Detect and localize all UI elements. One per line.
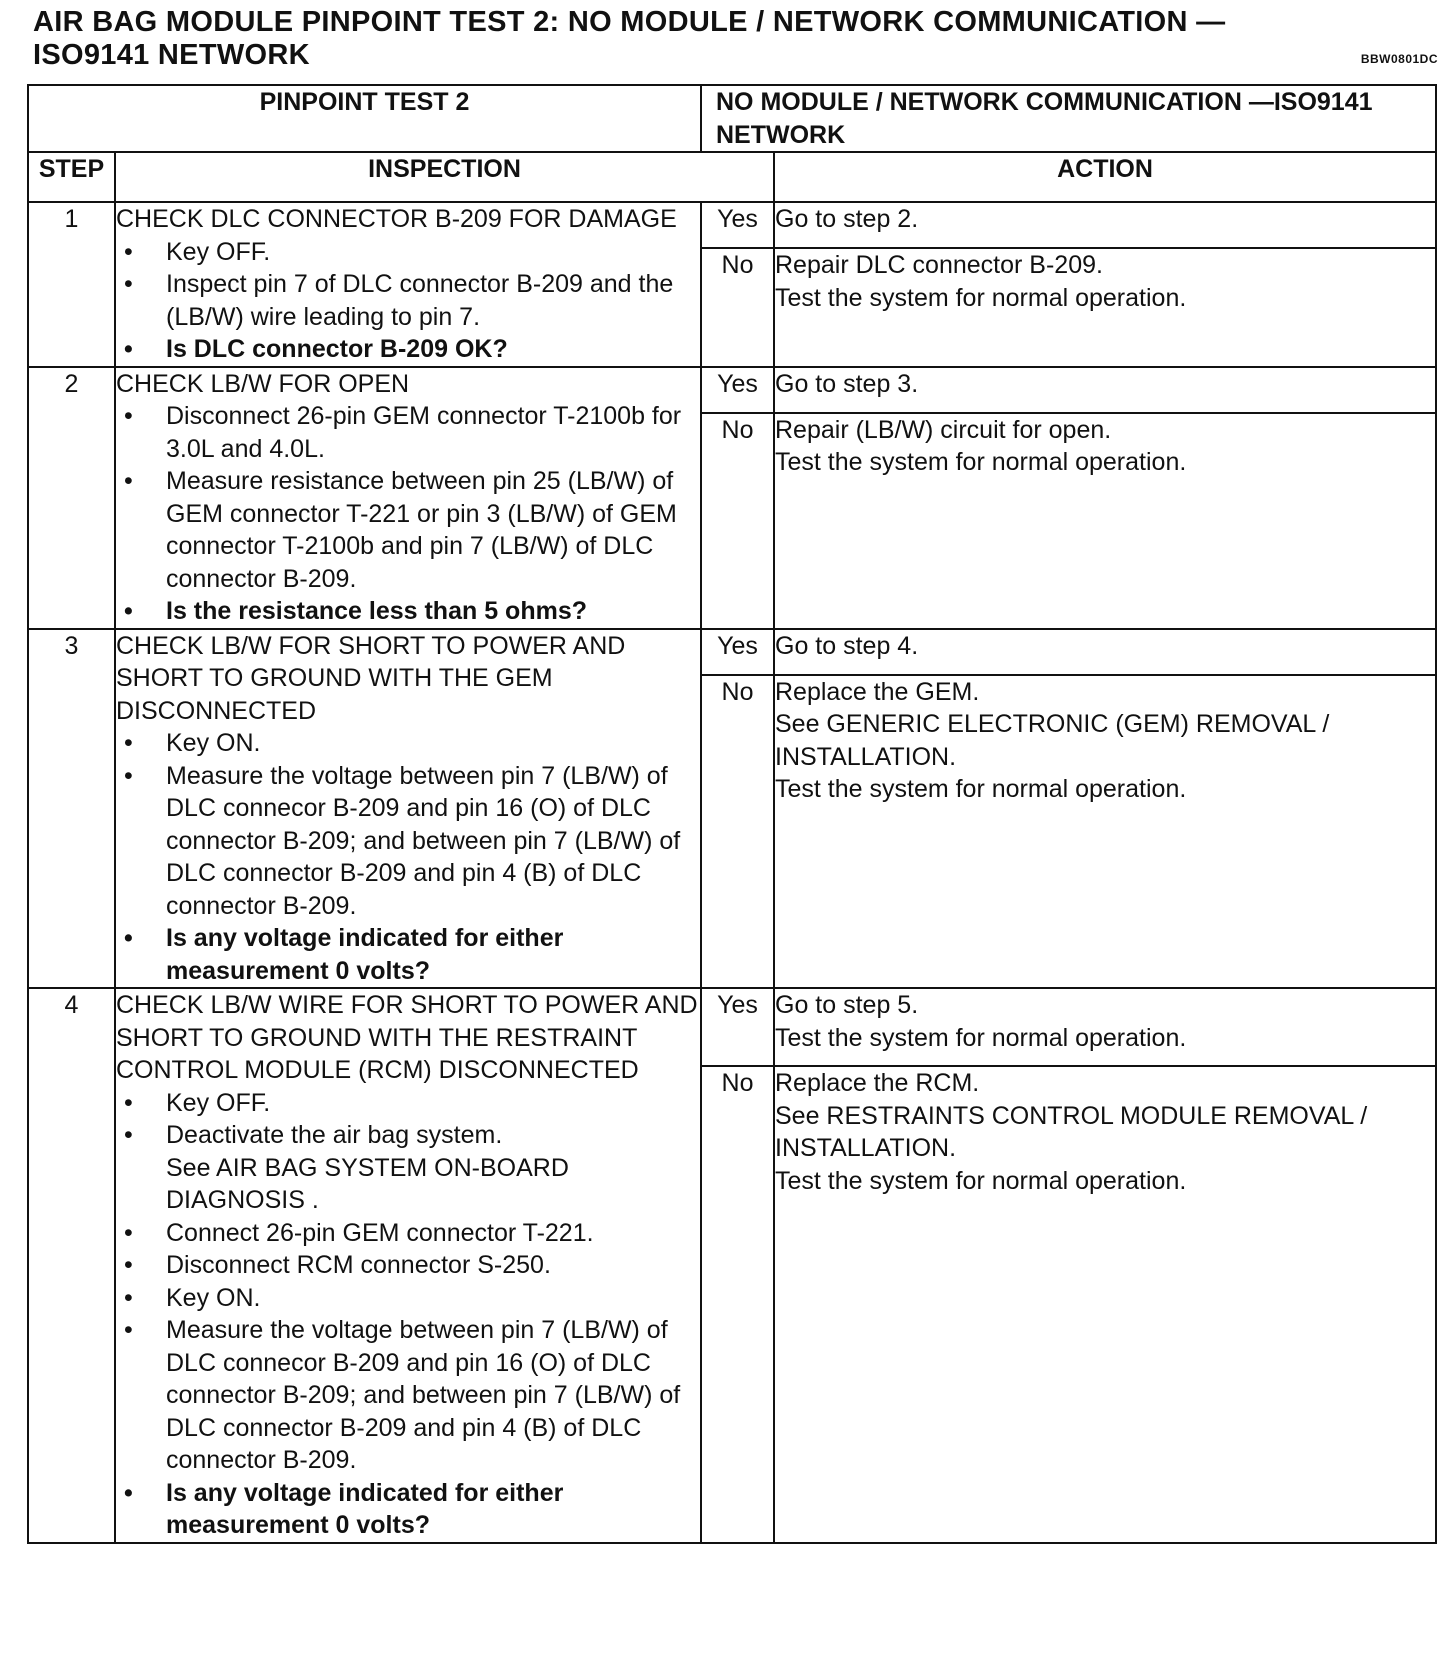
step-bullet: • Disconnect 26-pin GEM connector T-2100b for 3.0L and 4.0L. [116, 400, 700, 465]
step-number: 4 [28, 988, 115, 1543]
yes-action: Go to step 3. [774, 367, 1436, 413]
step-number: 2 [28, 367, 115, 629]
step-bullet: • Disconnect RCM connector S-250. [116, 1249, 700, 1282]
step-bullet: • Measure the voltage between pin 7 (LB/W) of DLC connecor B-209 and pin 16 (O) of DLC connector B-209; and between pin 7 (LB/W) of DLC connector B-209 and pin 4 (B) of DLC connector B-209. [116, 1314, 700, 1477]
title-line-2: ISO9141 NETWORK [33, 39, 310, 71]
step-inspection [115, 202, 701, 367]
step-2-yes-row [28, 367, 1436, 413]
step-1-yes-row [28, 202, 1436, 248]
yes-label: Yes [701, 988, 774, 1066]
yes-action: Go to step 5. Test the system for normal operation. [774, 988, 1436, 1066]
page-title [33, 6, 1433, 72]
step-3-yes-row [28, 629, 1436, 675]
step-column-header: STEP [28, 152, 115, 202]
column-header-row [28, 152, 1436, 202]
no-action: Replace the RCM. See RESTRAINTS CONTROL MODULE REMOVAL / INSTALLATION. Test the system for normal operation. [774, 1066, 1436, 1543]
yes-action: Go to step 2. [774, 202, 1436, 248]
title-line-1: AIR BAG MODULE PINPOINT TEST 2: NO MODULE / NETWORK COMMUNICATION — [33, 6, 1226, 38]
action-column-header: ACTION [774, 152, 1436, 202]
no-action: Replace the GEM. See GENERIC ELECTRONIC (GEM) REMOVAL / INSTALLATION. Test the system for normal operation. [774, 675, 1436, 989]
test-description: NO MODULE / NETWORK COMMUNICATION —ISO9141 NETWORK [701, 85, 1436, 152]
step-question: • Is any voltage indicated for either measurement 0 volts? [116, 1477, 700, 1542]
step-question: • Is any voltage indicated for either measurement 0 volts? [116, 922, 700, 987]
step-heading: CHECK LB/W FOR SHORT TO POWER AND SHORT TO GROUND WITH THE GEM DISCONNECTED [116, 631, 626, 725]
no-action: Repair DLC connector B-209. Test the system for normal operation. [774, 248, 1436, 367]
step-bullet: • Key ON. [116, 1282, 700, 1315]
step-heading: CHECK LB/W FOR OPEN [116, 369, 410, 398]
yes-action: Go to step 4. [774, 629, 1436, 675]
test-header-row [28, 85, 1436, 152]
step-bullet: • Key OFF. [116, 1087, 700, 1120]
yes-label: Yes [701, 367, 774, 413]
step-bullet: • Key OFF. [116, 236, 700, 269]
step-question: • Is DLC connector B-209 OK? [116, 333, 700, 366]
step-bullet: • Inspect pin 7 of DLC connector B-209 and the (LB/W) wire leading to pin 7. [116, 268, 700, 333]
step-inspection [115, 629, 701, 989]
no-label: No [701, 413, 774, 629]
no-label: No [701, 675, 774, 989]
no-action: Repair (LB/W) circuit for open. Test the system for normal operation. [774, 413, 1436, 629]
step-number: 1 [28, 202, 115, 367]
step-heading: CHECK DLC CONNECTOR B-209 FOR DAMAGE [116, 205, 677, 233]
test-label: PINPOINT TEST 2 [28, 85, 701, 152]
no-label: No [701, 248, 774, 367]
yes-label: Yes [701, 202, 774, 248]
step-bullet: • Deactivate the air bag system. See AIR BAG SYSTEM ON-BOARD DIAGNOSIS . [116, 1119, 700, 1217]
yes-label: Yes [701, 629, 774, 675]
step-4-yes-row [28, 988, 1436, 1066]
step-inspection [115, 367, 701, 629]
step-question: • Is the resistance less than 5 ohms? [116, 595, 700, 628]
step-inspection [115, 988, 701, 1543]
step-bullet: • Connect 26-pin GEM connector T-221. [116, 1217, 700, 1250]
step-bullet-see-reference: See AIR BAG SYSTEM ON-BOARD DIAGNOSIS . [166, 1153, 569, 1214]
step-heading: CHECK LB/W WIRE FOR SHORT TO POWER AND SHORT TO GROUND WITH THE RESTRAINT CONTROL MODULE (RCM) DISCONNECTED [116, 991, 698, 1084]
step-bullet: • Measure the voltage between pin 7 (LB/W) of DLC connecor B-209 and pin 16 (O) of DLC connector B-209; and between pin 7 (LB/W) of DLC connector B-209 and pin 4 (B) of DLC connector B-209. [116, 760, 700, 923]
figure-code: BBW0801DC [1360, 52, 1438, 66]
pinpoint-test-table [27, 84, 1437, 1544]
step-bullet: • Key ON. [116, 727, 700, 760]
step-number: 3 [28, 629, 115, 989]
inspection-column-header: INSPECTION [115, 152, 774, 202]
no-label: No [701, 1066, 774, 1543]
step-bullet: • Measure resistance between pin 25 (LB/W) of GEM connector T-221 or pin 3 (LB/W) of GEM connector T-2100b and pin 7 (LB/W) of DLC connector B-209. [116, 465, 700, 595]
